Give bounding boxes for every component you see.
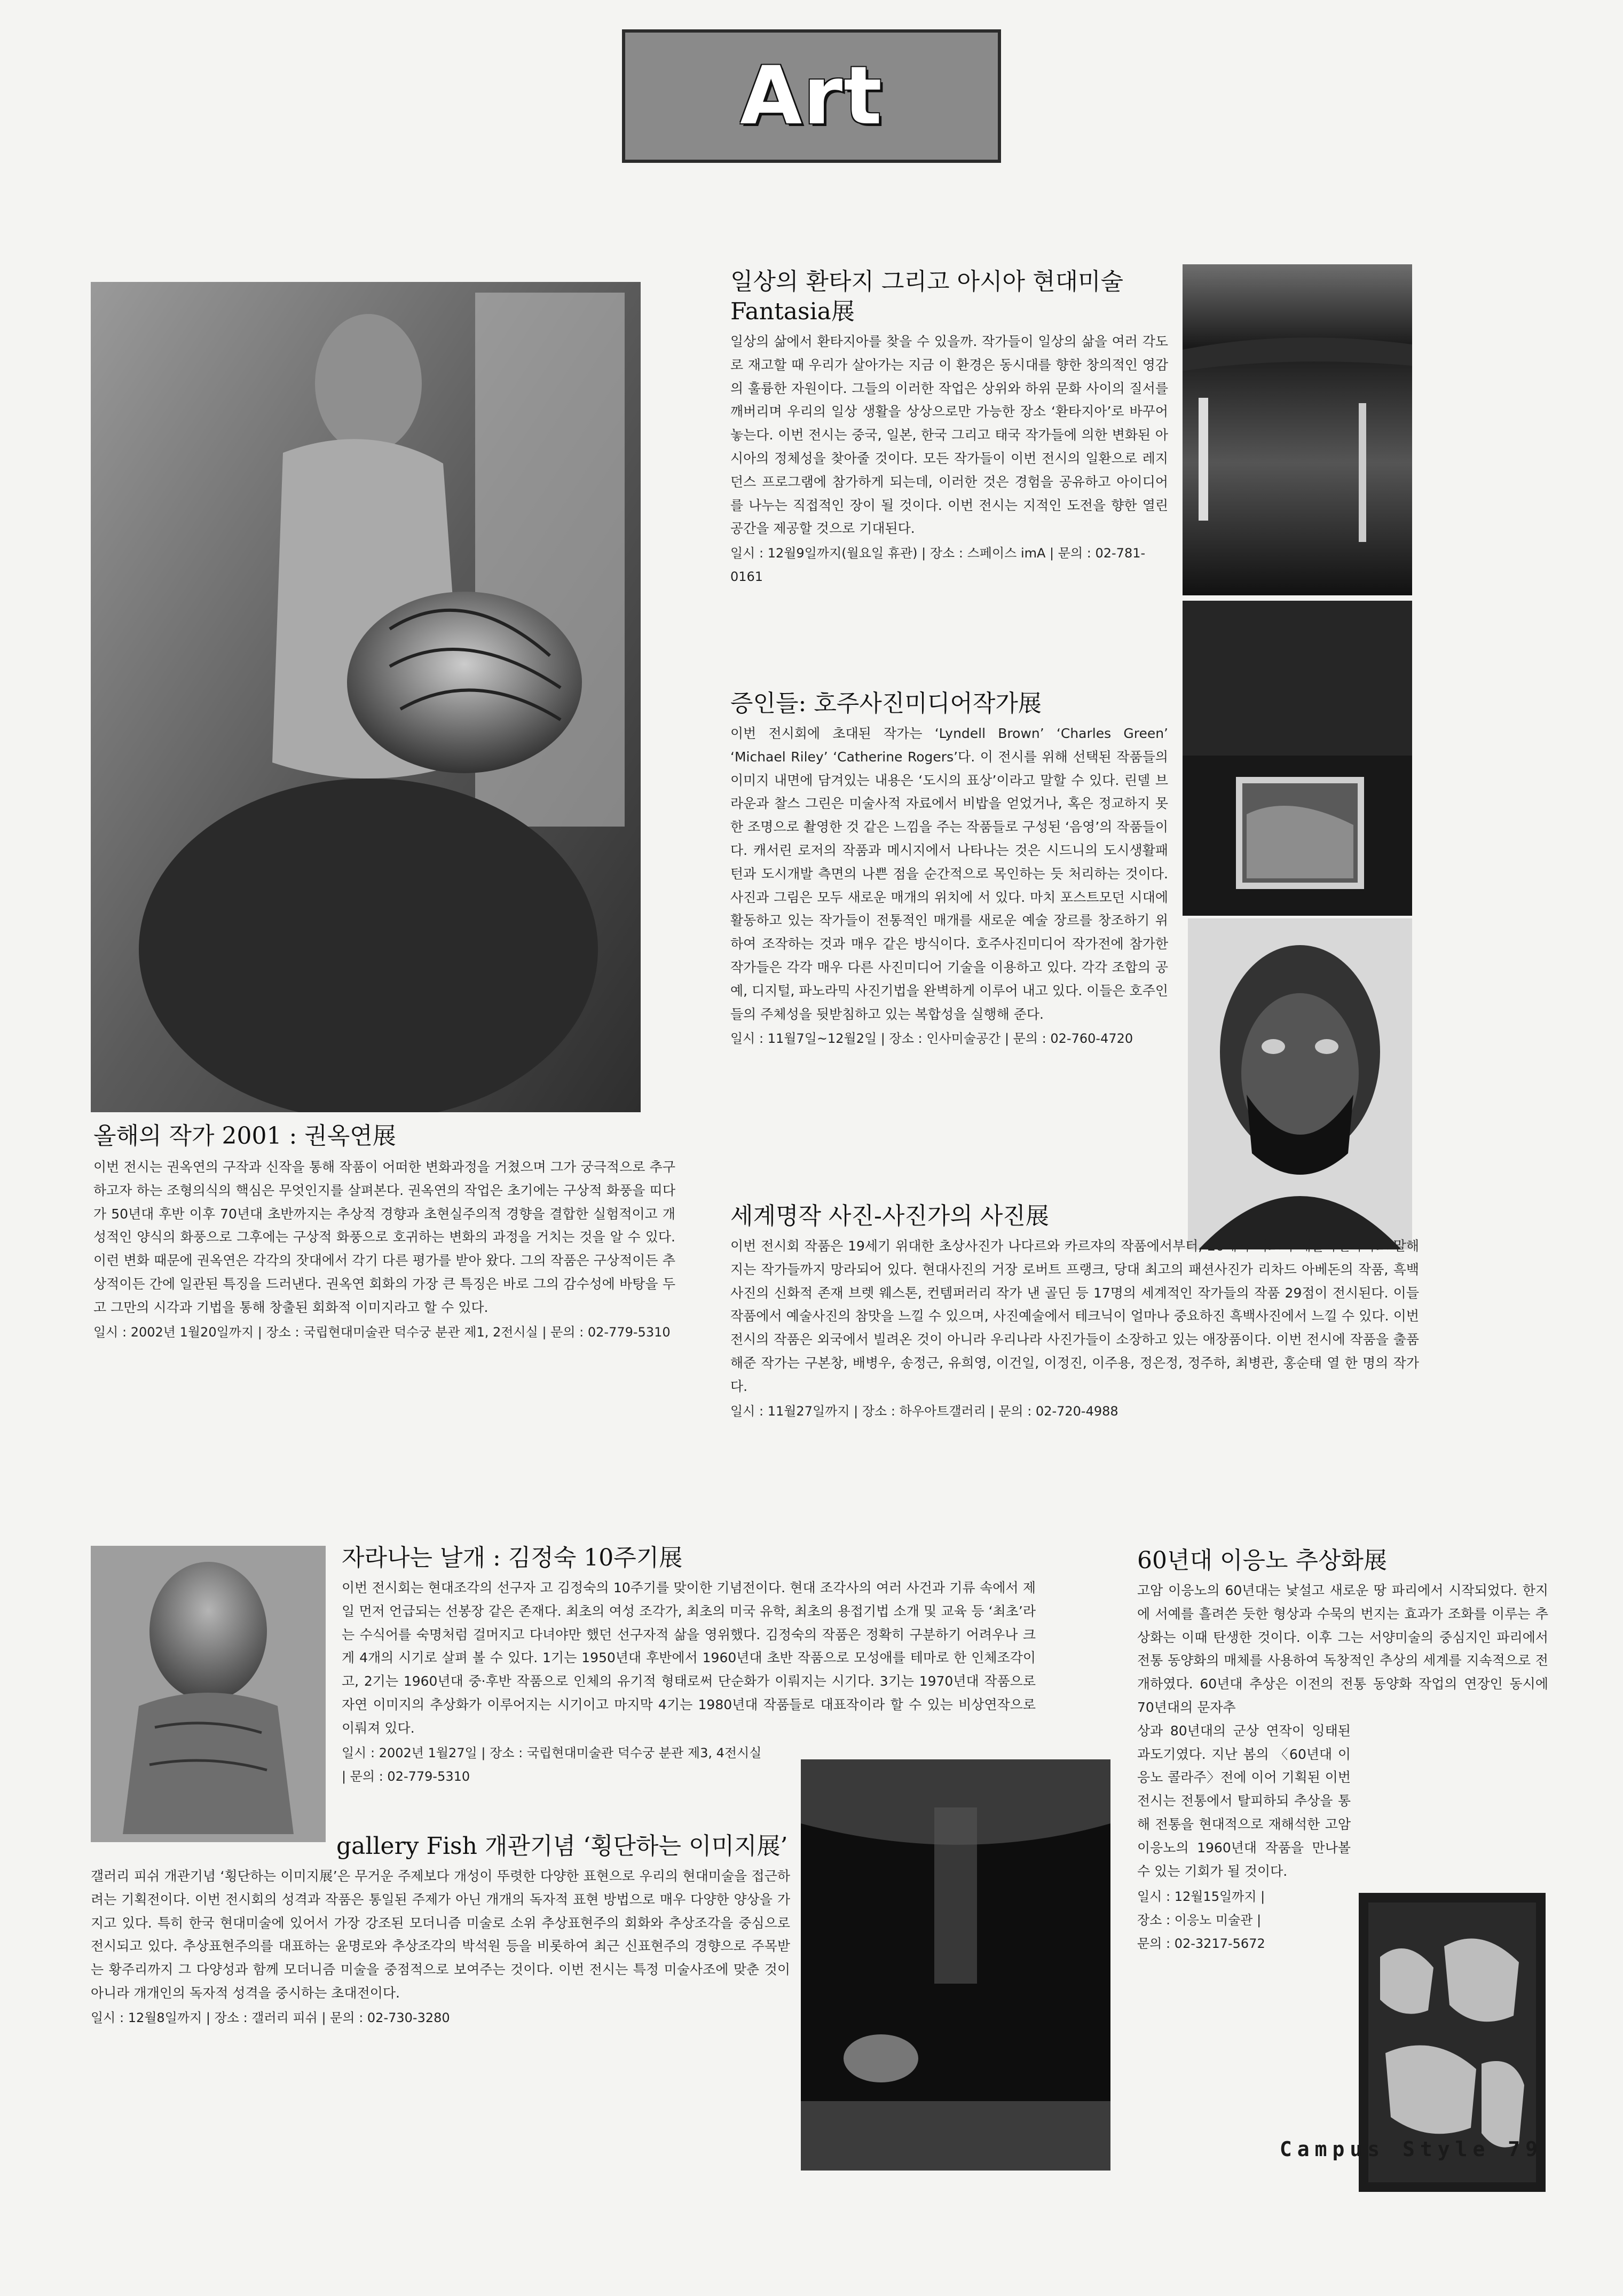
article-info: 일시 : 12월8일까지 | 장소 : 갤러리 피쉬 | 문의 : 02-730-3280: [91, 2010, 450, 2025]
article-info: 일시 : 2002년 1월20일까지 | 장소 : 국립현대미술관 덕수궁 분관 제1, 2전시실 | 문의 : 02-779-5310: [93, 1324, 671, 1340]
article-witnesses: [730, 689, 1168, 1050]
article-title: 60년대 이응노 추상화展: [1137, 1547, 1387, 1574]
article-body: 일상의 삶에서 환타지아를 찾을 수 있을까. 작가들이 일상의 삶을 여러 각도로 재고할 때 우리가 살아가는 지금 이 환경은 동시대를 향한 창의적인 영감의 훌륭한 자원이다. 그들의 이러한 작업은 상위와 하위 문화 사이의 질서를 깨버리며 우리의 일상 생활을 상상으로만 가능한 장소 ‘환타지아’로 바꾸어 놓는다. 이번 전시는 중국, 일본, 한국 그리고 태국 작가들에 의한 변화된 아시아의 정체성을 찾아줄 것이다. 모든 작가들이 이번 전시의 일환으로 레지던스 프로그램에 참가하게 되는데, 이러한 것은 경험을 공유하고 아이디어를 나누는 직접적인 장이 될 것이다. 이번 전시는 지적인 도전을 향한 열린 공간을 제공할 것으로 기대된다.: [730, 334, 1168, 537]
article-kim-jeongsuk: [342, 1543, 1105, 1788]
article-title: 증인들: 호주사진미디어작가展: [730, 690, 1042, 717]
article-title: 올해의 작가 2001 : 권옥연展: [93, 1122, 396, 1150]
section-title: Art: [740, 50, 883, 143]
article-body: 고암 이응노의 60년대는 낯설고 새로운 땅 파리에서 시작되었다. 한지에 서예를 흘려쓴 듯한 형상과 수묵의 번지는 효과가 조화를 이루는 추상화는 이때 탄생한 것이다. 이후 그는 서양미술의 중심지인 파리에서 전통 동양화의 매체를 사용하여 독창적인 추상의 세계를 지속적으로 전개하였다. 60년대 추상은 이전의 전통 동양화 작업의 연장인 동시에 70년대의 문자추: [1137, 1583, 1548, 1715]
article-title: 세계명작 사진-사진가의 사진展: [730, 1202, 1049, 1230]
article-gallery-fish: [91, 1831, 790, 2030]
article-title: 자라나는 날개 : 김정숙 10주기展: [342, 1544, 683, 1571]
article-body: 이번 전시회 작품은 19세기 위대한 초상사진가 나다르와 카르쟈의 작품에서부터, 20세기 최고의 예술사진가라고 말해지는 작가들까지 망라되어 있다. 현대사진의 거장 로버트 프랭크, 당대 최고의 패션사진가 리차드 아베돈의 작품, 흑백사진의 신화적 존재 브렛 웨스톤, 컨템퍼러리 작가 낸 골딘 등 17명의 세계적인 작가들의 작품 29점이 전시된다. 이들 작품에서 예술사진의 참맛을 느낄 수 있으며, 사진예술에서 테크닉이 얼마나 중요하진 흑백사진에서 느낄 수 있다. 이번 전시의 작품은 외국에서 빌려온 것이 아니라 우리나라 사진가들이 소장하고 있는 애장품이다. 이번 전시에 작품을 출품해준 작가는 구본창, 배병우, 송정근, 유희영, 이건일, 이정진, 이주용, 정은정, 정주하, 최병관, 홍순태 열 한 명의 작가다.: [730, 1238, 1419, 1394]
article-title: 일상의 환타지 그리고 아시아 현대미술 Fantasia展: [730, 268, 1124, 325]
article-info-date: 일시 : 12월15일까지 |: [1137, 1889, 1265, 1905]
article-title: gallery Fish 개관기념 ‘횡단하는 이미지展’: [336, 1833, 788, 1860]
portrait-photo: [1188, 918, 1412, 1249]
article-lee-ungno: [1137, 1546, 1548, 1955]
article-info-contact: 문의 : 02-3217-5672: [1137, 1936, 1265, 1952]
river-photo: [1183, 264, 1412, 595]
ghost-bleed: [1046, 80, 1474, 105]
sculpture-photo: [91, 1546, 326, 1842]
article-info: 일시 : 11월7일~12월2일 | 장소 : 인사미술공간 | 문의 : 02-760-4720: [730, 1031, 1133, 1047]
article-body: 이번 전시회에 초대된 작가는 ‘Lyndell Brown’ ‘Charles Green’ ‘Michael Riley’ ‘Catherine Rogers’다. 이 전시를 위해 선택된 작품들의 이미지 내면에 담겨있는 내용은 ‘도시의 표상’이라고 말할 수 있다. 린델 브라운과 찰스 그린은 미술사적 자료에서 비밥을 얻었거나, 혹은 정교하지 못한 조명으로 촬영한 것 같은 느낌을 주는 작품들로 구성된 ‘음영’의 작품들이다. 캐서린 로저의 작품과 메시지에서 나타나는 것은 시드니의 도시생활패턴과 도시개발 측면의 나쁜 점을 순간적으로 목인하는 듯 처리하는 것이다. 사진과 그림은 모두 새로운 매개의 위치에 서 있다. 마치 포스트모던 시대에 활동하고 있는 작가들이 전통적인 매개를 새로운 예술 장르를 창조하기 위하여 조작하는 것과 매우 같은 방식이다. 호주사진미디어 작가전에 참가한 작가들은 각각 매우 다른 사진미디어 기술을 이용하고 있다. 각각 조합의 공예, 디지털, 파노라믹 사진기법을 완벽하게 이루어 내고 있다. 이들은 호주인들의 주체성을 뒷받침하고 있는 복합성을 실행해 준다.: [730, 726, 1168, 1022]
framed-photo: [1183, 601, 1412, 916]
article-body: 갤러리 피쉬 개관기념 ‘횡단하는 이미지展’은 무거운 주제보다 개성이 뚜렷한 다양한 표현으로 우리의 현대미술을 접근하려는 기획전이다. 이번 전시회의 성격과 작품은 통일된 주제가 아닌 개개의 독자적 표현 방법으로 매우 다양한 양상을 가지고 있다. 특히 한국 현대미술에 있어서 가장 강조된 모더니즘 미술로 소위 추상표현주의 회화와 추상조각을 중심으로 전시되고 있다. 추상표현주의를 대표하는 윤명로와 추상조각의 박석원 등을 비롯하여 최근 신표현주의 경향으로 주목받는 황주리까지 그 다양성과 함께 모더니즘 미술을 중점적으로 보여주는 것이다. 이번 전시는 특정 미술사조에 맞춘 것이 아니라 개개인의 독자적 성격을 중시하는 초대전이다.: [91, 1868, 790, 2001]
installation-photo: [801, 1759, 1110, 2171]
section-header: [622, 29, 1001, 163]
article-info: 일시 : 2002년 1월27일 | 장소 : 국립현대미술관 덕수궁 분관 제3, 4전시실 | 문의 : 02-779-5310: [342, 1745, 762, 1784]
article-body: 이번 전시는 권옥연의 구작과 신작을 통해 작품이 어떠한 변화과정을 거쳤으며 그가 궁극적으로 추구하고자 하는 조형의식의 핵심은 무엇인지를 살펴본다. 권옥연의 작업은 초기에는 구상적 화풍을 띠다가 50년대 후반 이후 70년대 초반까지는 추상적 경향과 초현실주의적 경향을 결합한 실험적이고 개성적인 양식의 화풍으로 그후에는 구상적 화풍으로 호귀하는 변화의 과정을 거치는 것을 알 수 있다. 이런 변화 때문에 권옥연은 각각의 잣대에서 각기 다른 평가를 받아 왔다. 그의 작품은 구상적이든 추상적이든 간에 일관된 특징을 드러낸다. 권옥연 회화의 가장 큰 특징은 바로 그의 감수성에 바탕을 두고 그만의 시각과 기법을 통해 창출된 회화적 이미지라고 할 수 있다.: [93, 1159, 675, 1315]
page-footer: Campus Style 79: [1279, 2137, 1543, 2161]
article-body-narrow: 상과 80년대의 군상 연작이 잉태된 과도기였다. 지난 봄의 〈60년대 이응노 콜라주〉전에 이어 기획된 이번 전시는 전통에서 탈피하되 추상을 통해 전통을 현대적으로 재해석한 고암 이응노의 1960년대 작품을 만나볼 수 있는 기회가 될 것이다.: [1137, 1723, 1351, 1879]
article-world-photo: [730, 1201, 1419, 1423]
article-info: 일시 : 12월9일까지(월요일 휴관) | 장소 : 스페이스 imA | 문의 : 02-781-0161: [730, 546, 1146, 585]
article-body: 이번 전시회는 현대조각의 선구자 고 김정숙의 10주기를 맞이한 기념전이다. 현대 조각사의 여러 사건과 기류 속에서 제일 먼저 언급되는 선봉장 같은 존재다. 최초의 여성 조각가, 최초의 미국 유학, 최초의 용접기법 소개 및 교육 등 ‘최초’라는 수식어를 숙명처럼 걸머지고 다녀야만 했던 선구자적 삶을 영위했다. 김정숙의 작품은 정확히 구분하기 어려우나 크게 4개의 시기로 살펴 볼 수 있다. 1기는 1950년대 후반에서 1960년대 초반 작품으로 모성애를 테마로 한 인체조각이고, 2기는 1960년대 중·후반 작품으로 인체의 유기적 형태로써 단순화가 이뤄지는 시기다. 3기는 1970년대 작품으로 자연 이미지의 추상화가 이루어지는 시기이고 마지막 4기는 1980년대 작품들로 대표작이라 할 수 있는 비상연작으로 이뤄져 있다.: [342, 1580, 1036, 1736]
article-fantasia: [730, 267, 1168, 588]
article-info-venue: 장소 : 이응노 미술관 |: [1137, 1913, 1262, 1928]
painting-photo: [91, 282, 641, 1112]
article-kwon-okyeon: [93, 1121, 675, 1344]
article-info: 일시 : 11월27일까지 | 장소 : 하우아트갤러리 | 문의 : 02-720-4988: [730, 1403, 1118, 1419]
